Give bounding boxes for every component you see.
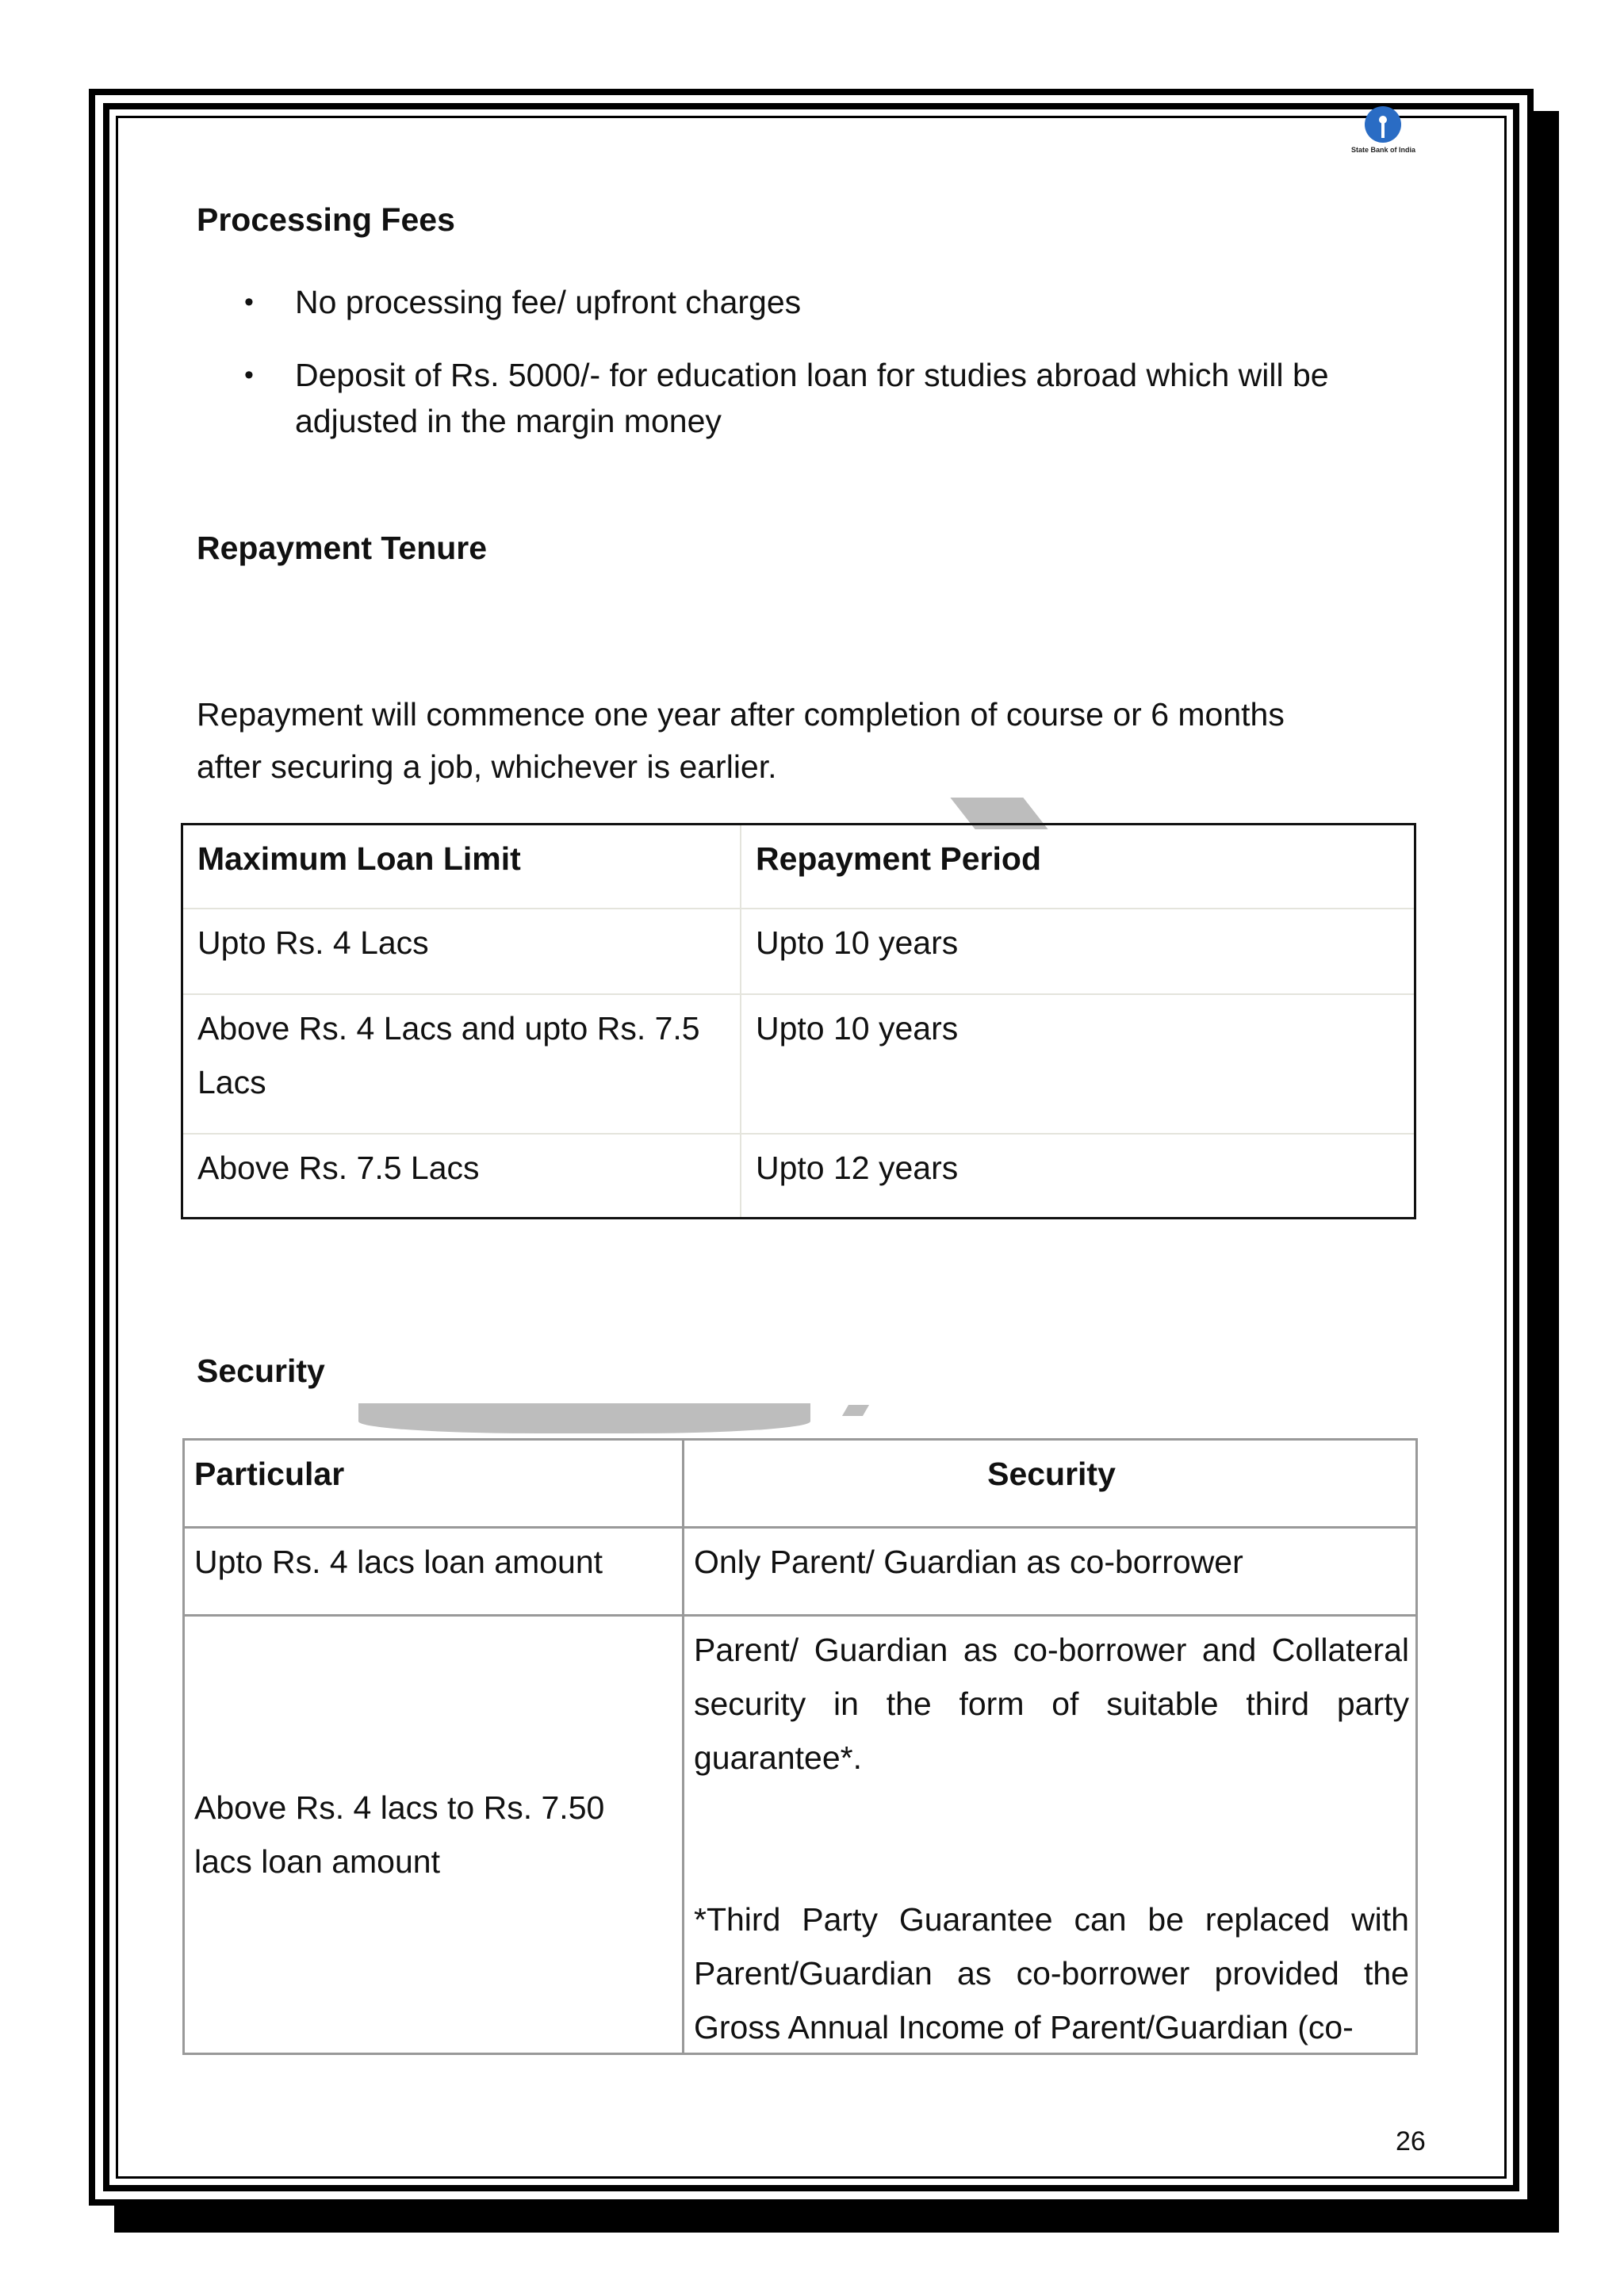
logo-text: State Bank of India [1351,146,1416,154]
table-cell: Upto Rs. 4 lacs loan amount [185,1529,684,1614]
security-table [182,1438,1418,2055]
footnote-text: *Third Party Guarantee can be replaced with Parent/Guardian as co-borrower provided the Gross Annual Income of Parent/Guardian (co- [694,1901,1409,2045]
table-cell: Upto 10 years [756,924,959,961]
table-cell: Upto 10 years [756,1010,959,1047]
repayment-tenure-heading: Repayment Tenure [197,530,488,566]
table-cell [684,1617,1415,2053]
watermark-shape [358,1403,810,1433]
processing-fees-heading: Processing Fees [197,201,455,238]
table-cell: Only Parent/ Guardian as co-borrower [694,1544,1243,1580]
table-header-cell: Maximum Loan Limit [183,825,741,908]
security-heading: Security [197,1353,325,1389]
list-item: • Deposit of Rs. 5000/- for education loan for studies abroad which will be adjusted in the margin money [197,352,1426,444]
sbi-logo-icon [1365,106,1401,143]
table-cell: Upto Rs. 4 Lacs [183,909,741,993]
table-header-cell: Repayment Period [756,840,1041,877]
table-header-cell: Security [987,1456,1116,1492]
security-text: Parent/ Guardian as co-borrower and Collateral security in the form of suitable third party guarantee*. [694,1632,1409,1776]
table-row [183,908,1414,993]
table-cell [185,1617,684,2053]
table-row [185,1617,1415,2055]
table-header-row [183,825,1414,908]
repayment-paragraph-line-2: after securing a job, whichever is earlier. [197,748,777,785]
page-number: 26 [1396,2126,1426,2156]
table-header-row [185,1441,1415,1529]
table-cell: Above Rs. 4 Lacs and upto Rs. 7.5 Lacs [183,995,741,1133]
table-cell: Upto 12 years [756,1150,959,1186]
list-item: • No processing fee/ upfront charges [197,279,1426,325]
repayment-table [181,823,1416,1219]
table-row [183,993,1414,1133]
repayment-paragraph-line-1: Repayment will commence one year after completion of course or 6 months [197,696,1285,733]
particular-text: Above Rs. 4 lacs to Rs. 7.50 lacs loan amount [194,1789,605,1880]
table-cell: Above Rs. 7.5 Lacs [183,1135,741,1217]
table-row [183,1133,1414,1217]
processing-fees-list [197,279,1426,471]
table-header-cell: Particular [185,1441,684,1526]
sbi-logo [1351,106,1415,154]
table-row [185,1529,1415,1617]
